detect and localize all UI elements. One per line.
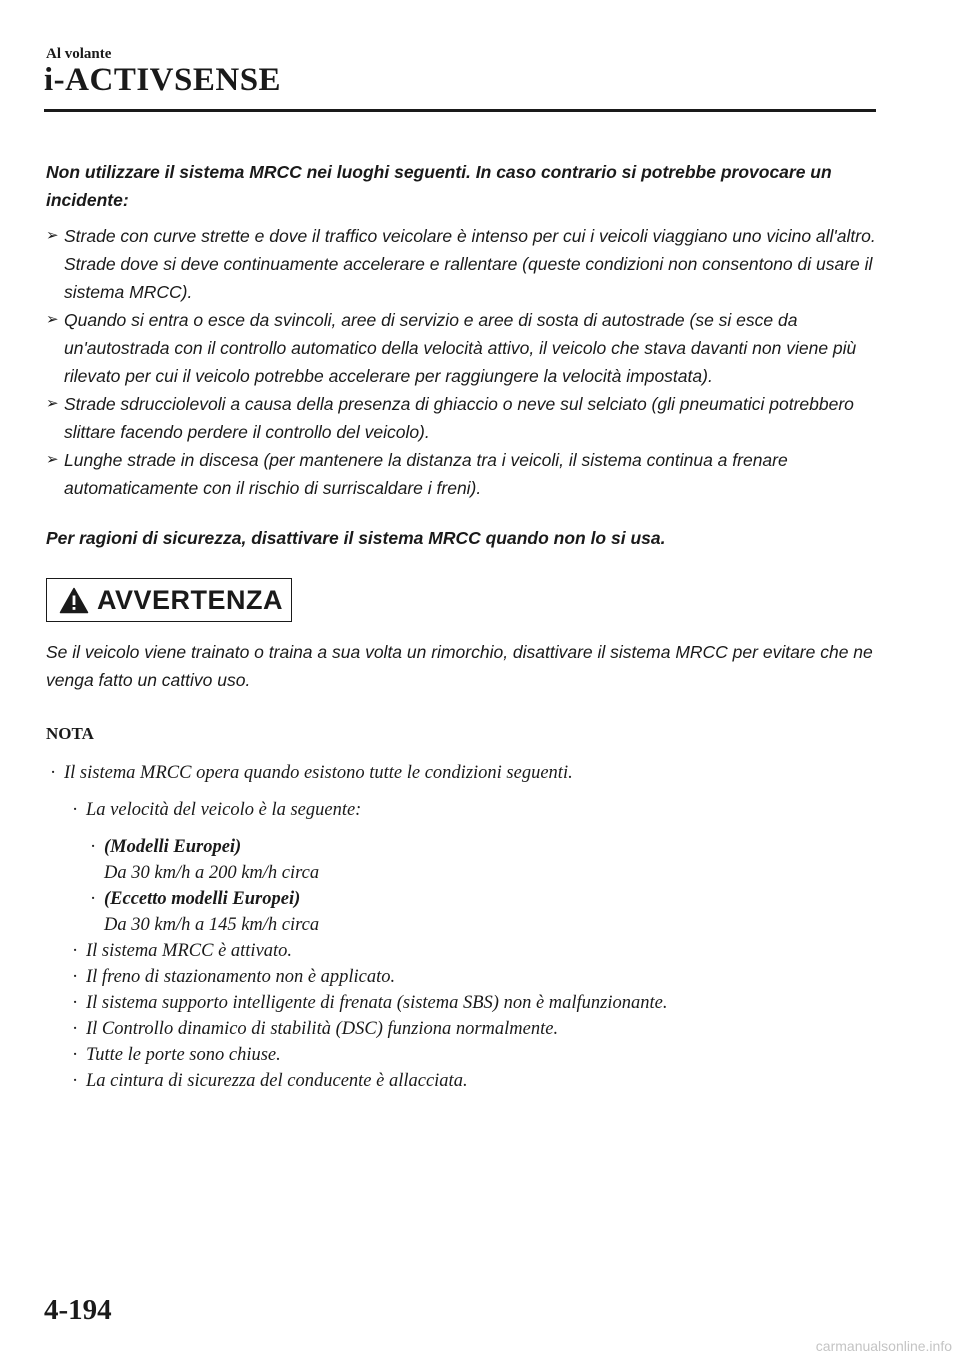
arrow-bullet-icon: ➢	[46, 311, 59, 328]
condition-text: Strade con curve strette e dove il traffico veicolare è intenso per cui i veicoli viaggiano uno vicino all'altro. Strade dove si deve continuamente accelerare e rallentare (queste condizioni non consentono di usare il sistema MRCC).	[64, 226, 876, 302]
watermark: carmanualsonline.info	[815, 1338, 952, 1354]
condition-list	[46, 222, 882, 502]
speed-intro-item	[46, 797, 882, 823]
note-condition-item	[46, 1016, 882, 1042]
condition-item	[46, 390, 882, 446]
speed-model: (Eccetto modelli Europei)	[104, 889, 301, 909]
note-condition: Il sistema MRCC è attivato.	[86, 941, 293, 961]
dot-bullet-icon: ·	[72, 1045, 79, 1065]
note-list	[46, 760, 882, 1094]
condition-item	[46, 306, 882, 390]
avvertenza-label: AVVERTENZA	[97, 584, 284, 615]
note-condition: Il Controllo dinamico di stabilità (DSC) funziona normalmente.	[86, 1019, 559, 1039]
speed-range: Da 30 km/h a 200 km/h circa	[104, 863, 320, 883]
dot-bullet-icon: ·	[72, 1071, 79, 1091]
note-condition: La cintura di sicurezza del conducente è allacciata.	[86, 1071, 468, 1091]
note-condition-item	[46, 964, 882, 990]
arrow-bullet-icon: ➢	[46, 227, 59, 244]
avvertenza-badge	[46, 578, 292, 622]
dot-bullet-icon: ·	[90, 889, 97, 909]
speed-model: (Modelli Europei)	[104, 837, 242, 857]
condition-text: Lunghe strade in discesa (per mantenere la distanza tra i veicoli, il sistema continua a frenare automaticamente con il rischio di surriscaldare i freni).	[64, 450, 788, 498]
arrow-bullet-icon: ➢	[46, 451, 59, 468]
note-intro-item	[46, 760, 882, 786]
note-condition-item	[46, 990, 882, 1016]
dot-bullet-icon: ·	[72, 1019, 79, 1039]
dot-bullet-icon: ·	[72, 993, 79, 1013]
note-condition: Tutte le porte sono chiuse.	[86, 1045, 281, 1065]
note-condition-item	[46, 1068, 882, 1094]
warning-triangle-icon	[59, 587, 89, 614]
note-condition-item	[46, 938, 882, 964]
avvertenza-text: Se il veicolo viene trainato o traina a sua volta un rimorchio, disattivare il sistema MRCC per evitare che ne venga fatto un cattivo uso.	[46, 642, 873, 690]
condition-item	[46, 222, 882, 306]
note-heading: NOTA	[46, 724, 94, 743]
dot-bullet-icon: ·	[72, 800, 79, 820]
speed-intro: La velocità del veicolo è la seguente:	[86, 800, 362, 820]
note-intro: Il sistema MRCC opera quando esistono tutte le condizioni seguenti.	[64, 763, 573, 783]
dot-bullet-icon: ·	[50, 763, 57, 783]
condition-text: Strade sdrucciolevoli a causa della presenza di ghiaccio o neve sul selciato (gli pneumatici potrebbero slittare facendo perdere il controllo del veicolo).	[64, 394, 854, 442]
dot-bullet-icon: ·	[90, 837, 97, 857]
dot-bullet-icon: ·	[72, 941, 79, 961]
section-label: Al volante	[46, 46, 112, 62]
page-content	[46, 158, 882, 1094]
note-condition: Il freno di stazionamento non è applicato.	[86, 967, 396, 987]
dot-bullet-icon: ·	[72, 967, 79, 987]
arrow-bullet-icon: ➢	[46, 395, 59, 412]
note-condition: Il sistema supporto intelligente di frenata (sistema SBS) non è malfunzionante.	[86, 993, 668, 1013]
note-condition-item	[46, 1042, 882, 1068]
condition-text: Quando si entra o esce da svincoli, aree di servizio e aree di sosta di autostrade (se si esce da un'autostrada con il controllo automatico della velocità attivo, il veicolo che stava davanti non viene più rilevato per cui il veicolo potrebbe accelerare per raggiungere la velocità impostata).	[64, 310, 857, 386]
chapter-title: i-ACTIVSENSE	[44, 62, 282, 98]
speed-range: Da 30 km/h a 145 km/h circa	[104, 915, 320, 935]
page-number: 4-194	[44, 1294, 112, 1326]
speed-item	[46, 886, 882, 938]
warning-intro: Non utilizzare il sistema MRCC nei luoghi seguenti. In caso contrario si potrebbe provocare un incidente:	[46, 162, 832, 210]
header-rule	[44, 109, 876, 112]
warning-closing: Per ragioni di sicurezza, disattivare il sistema MRCC quando non lo si usa.	[46, 528, 666, 548]
speed-item	[46, 834, 882, 886]
condition-item	[46, 446, 882, 502]
